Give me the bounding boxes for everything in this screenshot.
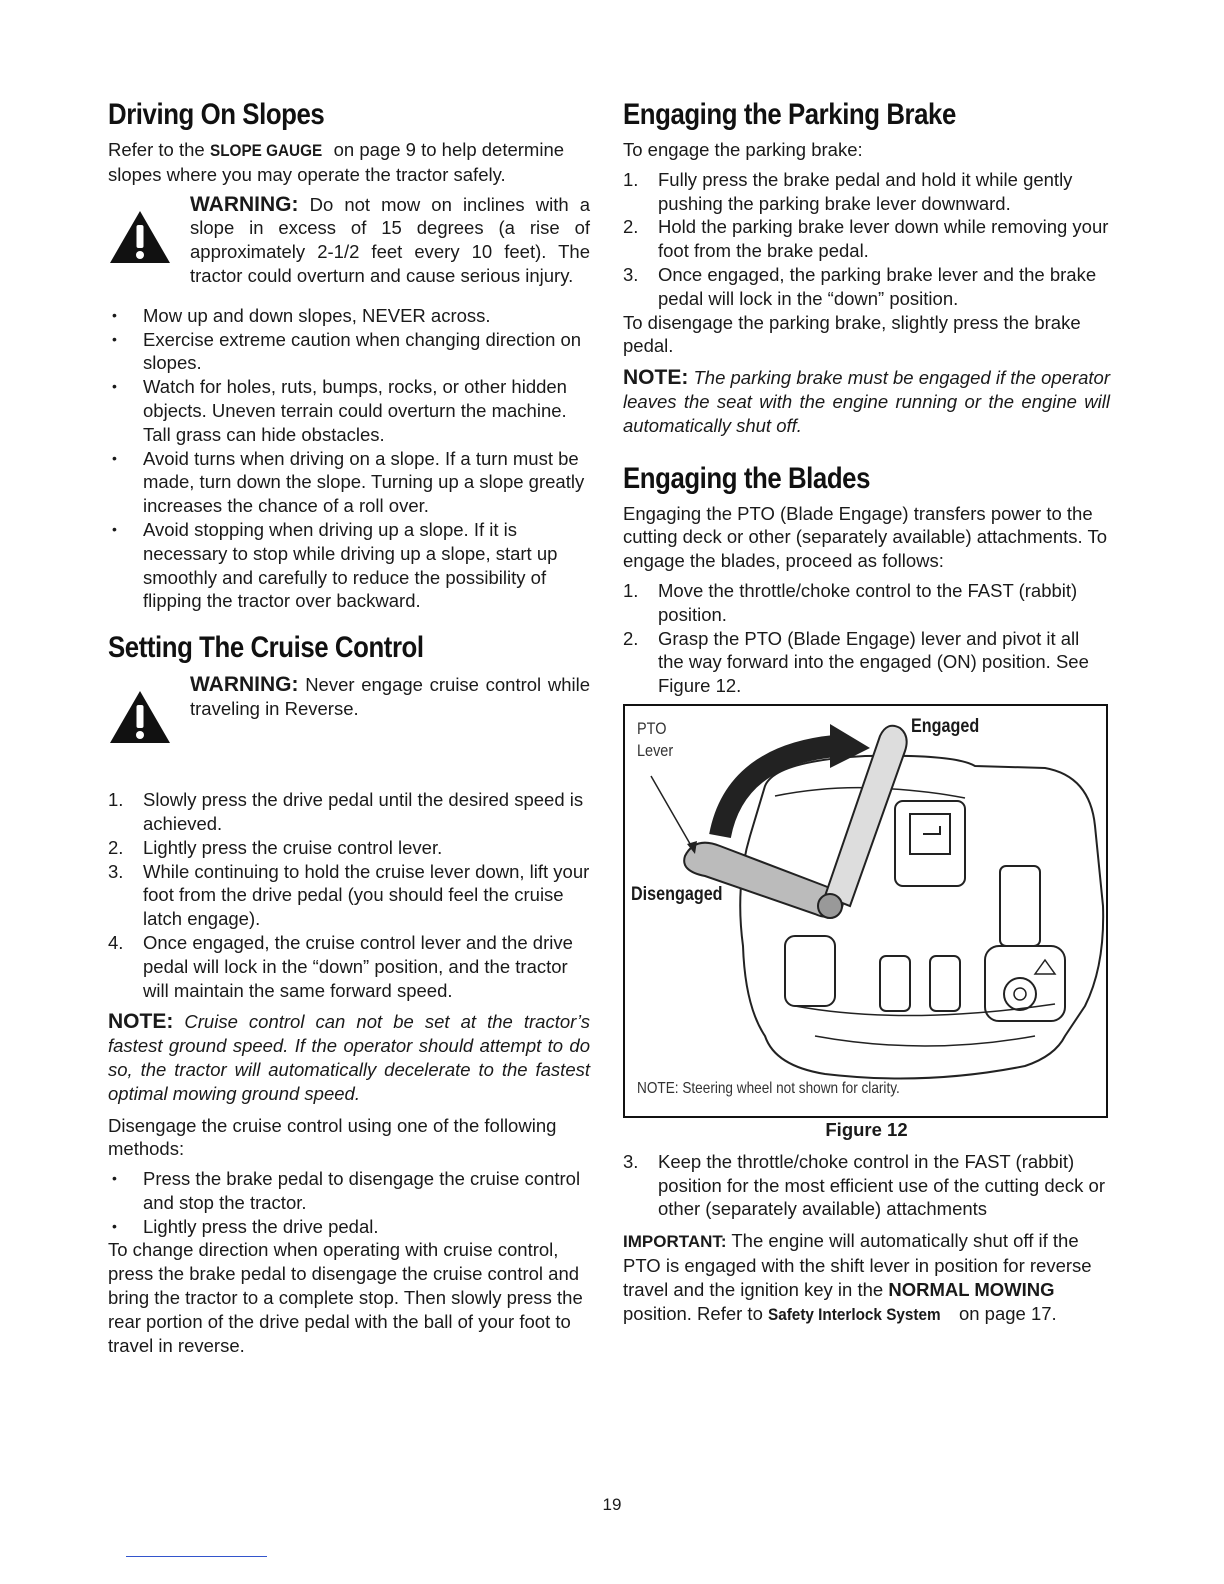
cruise-heading: Setting The Cruise Control: [108, 631, 424, 665]
list-item: 2. Grasp the PTO (Blade Engage) lever and pivot it all the way forward into the engaged (ON) position. See Figure 12.: [623, 627, 1089, 697]
slopes-intro: Refer to the SLOPE GAUGE on page 9 to help determine slopes where you may operate the tractor safely.: [108, 139, 565, 185]
figure-caption: Figure 12: [825, 1118, 908, 1140]
list-item: • Exercise extreme caution when changing direction on slopes.: [108, 328, 590, 376]
warning-label: WARNING:: [190, 673, 299, 697]
list-item: • Avoid turns when driving on a slope. If a turn must be made, turn down the slope. Turning up a slope greatly increases the chance of a roll over.: [108, 447, 590, 518]
cruise-warning: [108, 673, 590, 750]
blades-intro: Engaging the PTO (Blade Engage) transfers power to the cutting deck or other (separately available) attachments. To engage the blades, proceed as follows:: [623, 502, 1107, 572]
blades-step-3: [623, 1150, 1110, 1221]
list-item: 2. Lightly press the cruise control lever.: [108, 836, 443, 858]
parking-intro: To engage the parking brake:: [623, 139, 863, 160]
list-item: 3. Keep the throttle/choke control in the FAST (rabbit) position for the most efficient use of the cutting deck or other (separately available) attachments: [623, 1150, 1105, 1220]
pto-lever-label: PTO Lever: [637, 718, 674, 760]
page-number: 19: [602, 1495, 622, 1514]
list-item: • Watch for holes, ruts, bumps, rocks, or other hidden objects. Uneven terrain could overturn the machine. Tall grass can hide obstacles.: [108, 375, 590, 446]
parking-steps: [623, 168, 1110, 311]
cruise-closing: To change direction when operating with cruise control, press the brake pedal to disengage the cruise control and bring the tractor to a complete stop. Then slowly press the rear portion of the drive pedal with the ball of your foot to travel in reverse.: [108, 1239, 583, 1356]
disengage-intro: Disengage the cruise control using one of the following methods:: [108, 1114, 557, 1160]
list-item: • Press the brake pedal to disengage the cruise control and stop the tractor.: [108, 1167, 590, 1215]
parking-disengage: To disengage the parking brake, slightly press the brake pedal.: [623, 311, 1081, 357]
slopes-bullets: [108, 304, 590, 613]
list-item: • Mow up and down slopes, NEVER across.: [108, 304, 590, 328]
figure-note: NOTE: Steering wheel not shown for clarity.: [637, 1079, 900, 1097]
parking-note: NOTE: The parking brake must be engaged if the operator leaves the seat with the engine running or the engine will automatically shut off.: [623, 366, 1111, 436]
list-item: 2. Hold the parking brake lever down while removing your foot from the brake pedal.: [623, 216, 1109, 262]
list-item: 4. Once engaged, the cruise control lever and the drive pedal will lock in the “down” position, and the tractor will maintain the same forward speed.: [108, 931, 573, 1001]
disengage-bullets: [108, 1167, 590, 1238]
disengaged-label: Disengaged: [631, 883, 723, 905]
slope-gauge-ref: SLOPE GAUGE: [209, 141, 323, 160]
warning-text: Do not mow on inclines with a slope in excess of 15 degrees (a rise of approximately 2-1/2 feet every 10 feet). The tractor could overturn and cause serious injury.: [190, 193, 590, 286]
safety-interlock-ref: Safety Interlock System: [768, 1304, 941, 1324]
important-note: IMPORTANT: The engine will automatically shut off if the PTO is engaged with the shift lever in position for reverse travel and the ignition key in the NORMAL MOWING position. Refer to Safety Interlock System on page 17.: [623, 1229, 1110, 1326]
pto-diagram-illustration: [625, 706, 1106, 1116]
engaged-label: Engaged: [911, 715, 980, 737]
warning-text: Never engage cruise control while traveling in Reverse.: [190, 674, 590, 719]
slopes-heading: Driving On Slopes: [108, 98, 325, 131]
list-item: • Lightly press the drive pedal.: [108, 1215, 590, 1239]
blades-steps: [623, 579, 1110, 698]
right-column: [623, 96, 1110, 1326]
footer-rule: [126, 1556, 267, 1557]
cruise-note: NOTE: Cruise control can not be set at the tractor’s fastest ground speed. If the operator should attempt to do so, the tractor will automatically decelerate to the fastest optimal mowing ground speed.: [108, 1010, 591, 1104]
warning-label: WARNING:: [190, 192, 299, 216]
list-item: 3. Once engaged, the parking brake lever and the brake pedal will lock in the “down” position.: [623, 263, 1097, 309]
list-item: 1. Fully press the brake pedal and hold it while gently pushing the parking brake lever downward.: [623, 168, 1073, 214]
list-item: 1. Slowly press the drive pedal until the desired speed is achieved.: [108, 789, 584, 834]
slopes-warning: [108, 193, 590, 288]
blades-heading: Engaging the Blades: [623, 461, 871, 495]
list-item: 3. While continuing to hold the cruise lever down, lift your foot from the drive pedal (you should feel the cruise latch engage).: [108, 860, 590, 930]
warning-triangle-icon: [108, 193, 190, 288]
list-item: 1. Move the throttle/choke control to the FAST (rabbit) position.: [623, 579, 1078, 625]
parking-heading: Engaging the Parking Brake: [623, 98, 956, 131]
list-item: • Avoid stopping when driving up a slope. If it is necessary to stop while driving up a slope, start up smoothly and carefully to reduce the possibility of flipping the tractor over backward.: [108, 518, 590, 613]
cruise-steps: [108, 788, 590, 1002]
left-column: [108, 96, 590, 1357]
warning-triangle-icon: [108, 673, 190, 750]
figure-12: [623, 704, 1108, 1118]
